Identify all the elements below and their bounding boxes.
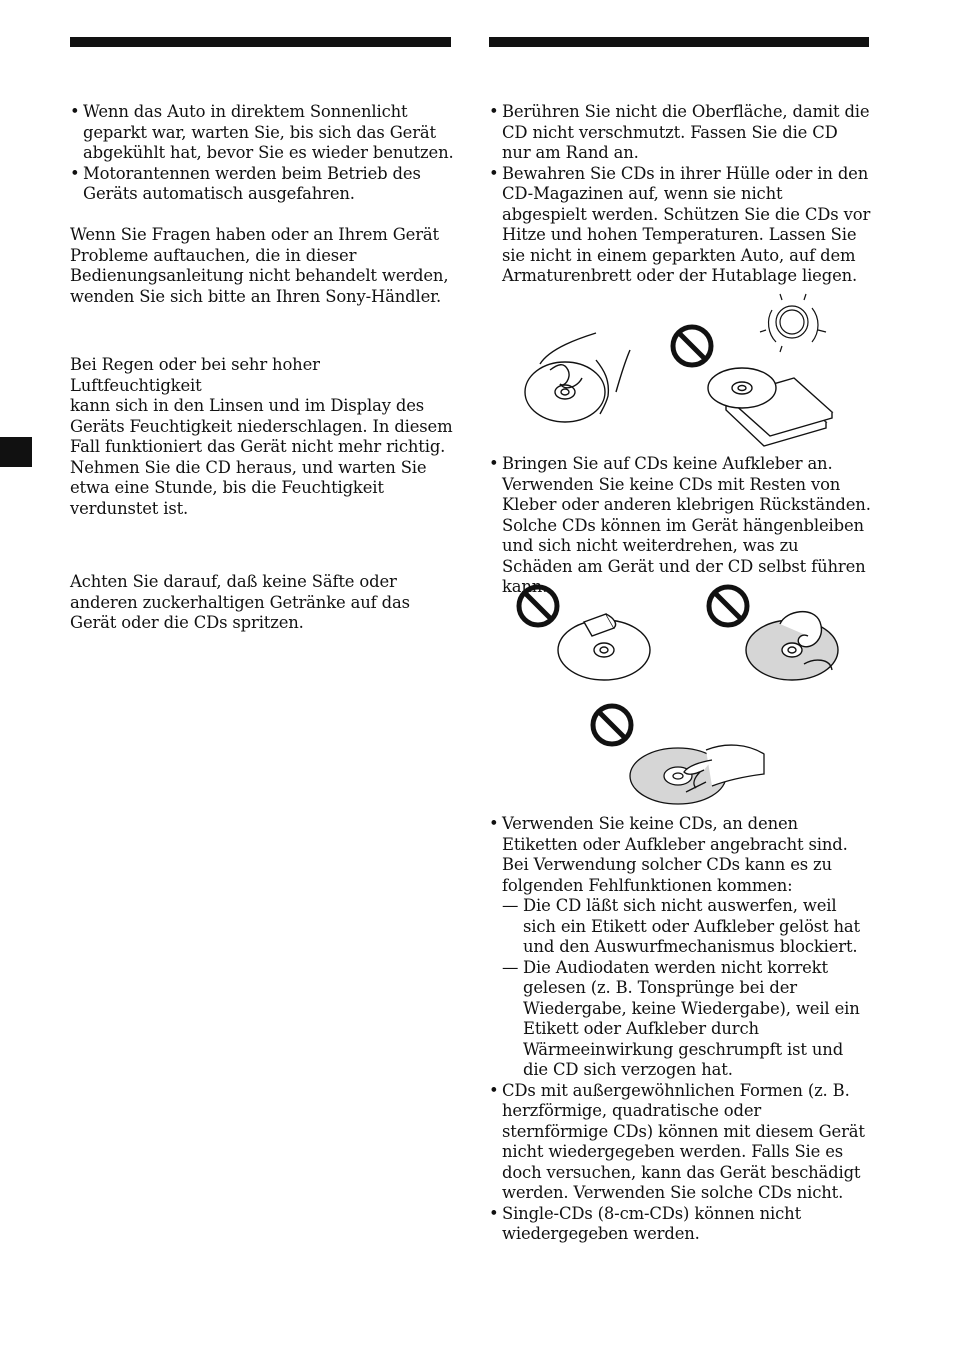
handling-bullets-block <box>489 102 871 287</box>
list-item: — Die Audiodaten werden nicht korrekt gelesen (z. B. Tonsprünge bei der Wiedergabe, keine Wiedergabe), weil ein Etikett oder Aufkleber durch Wärmeeinwirkung geschrumpft ist und die CD sich verzogen hat. <box>502 958 871 1081</box>
questions-paragraph: Wenn Sie Fragen haben oder an Ihrem Gerät Probleme auftauchen, die in dieser Bedienungsanleitung nicht behandelt werden, wenden Sie sich bitte an Ihren Sony-Händler. <box>70 225 449 306</box>
prohibition-icon <box>673 327 711 365</box>
prohibition-icon <box>709 587 747 625</box>
list-item: • CDs mit außergewöhnlichen Formen (z. B. herzförmige, quadratische oder sternförmige CDs) können mit diesem Gerät nicht wiedergegeben werden. Falls Sie es doch versuchen, kann das Gerät beschädigt werden. Verwenden Sie solche CDs nicht. <box>489 1081 871 1204</box>
label-bullets-block <box>489 814 871 1245</box>
cd-with-hand-icon <box>630 745 764 804</box>
right-header-rule <box>489 37 869 47</box>
prohibition-icon <box>593 706 631 744</box>
cd-fingerprint-illustration <box>588 700 778 810</box>
intro-bullets-block <box>70 102 455 205</box>
list-item: • Single-CDs (8-cm-CDs) können nicht wiedergegeben werden. <box>489 1204 871 1245</box>
list-item: • Bringen Sie auf CDs keine Aufkleber an. Verwenden Sie keine CDs mit Resten von Kleber oder anderen klebrigen Rückständen. Solche CDs können im Gerät hängenbleiben und sich nicht weiterdrehen, was zu Schäden am Gerät und der CD selbst führen kann. <box>489 454 871 598</box>
section-tab-marker <box>0 437 32 467</box>
sun-heat-icon <box>760 294 826 352</box>
label-warning-text: Verwenden Sie keine CDs, an denen Etiketten oder Aufkleber angebracht sind. Bei Verwendung solcher CDs kann es zu folgenden Fehlfunktionen kommen: <box>502 814 848 895</box>
cd-handling-illustration <box>520 300 840 450</box>
left-header-rule <box>70 37 451 47</box>
cd-held-by-edge-icon <box>525 333 630 422</box>
list-item: • Motorantennen werden beim Betrieb des Geräts automatisch ausgefahren. <box>70 164 455 205</box>
cd-sticker-illustration <box>514 584 854 694</box>
sticker-bullet-list <box>489 454 871 598</box>
prohibition-icon <box>519 587 557 625</box>
label-problem-list <box>502 896 871 1081</box>
handling-bullet-list <box>489 102 871 287</box>
intro-bullet-list <box>70 102 455 205</box>
list-item: • Bewahren Sie CDs in ihrer Hülle oder in den CD-Magazinen auf, wenn sie nicht abgespielt werden. Schützen Sie die CDs vor Hitze und hohen Temperaturen. Lassen Sie sie nicht in einem geparkten Auto, auf dem Armaturenbrett oder der Hutablage liegen. <box>489 164 871 287</box>
cd-with-sticker-icon <box>558 614 650 680</box>
list-item: • Wenn das Auto in direktem Sonnenlicht geparkt war, warten Sie, bis sich das Gerät abgekühlt hat, bevor Sie es wieder benutzen. <box>70 102 455 164</box>
list-item <box>489 814 871 1081</box>
cd-with-glue-residue-icon <box>746 612 838 680</box>
condensation-paragraph: Bei Regen oder bei sehr hoher Luftfeuchtigkeit kann sich in den Linsen und im Display des Geräts Feuchtigkeit niederschlagen. In diesem Fall funktioniert das Gerät nicht mehr richtig. Nehmen Sie die CD heraus, und warten Sie etwa eine Stunde, bis die Feuchtigkeit verdunstet ist. <box>70 355 453 518</box>
label-bullet-list <box>489 814 871 1245</box>
list-item: — Die CD läßt sich nicht auswerfen, weil sich ein Etikett oder Aufkleber gelöst hat und den Auswurfmechanismus blockiert. <box>502 896 871 958</box>
list-item: • Berühren Sie nicht die Oberfläche, damit die CD nicht verschmutzt. Fassen Sie die CD nur am Rand an. <box>489 102 871 164</box>
liquids-paragraph: Achten Sie darauf, daß keine Säfte oder anderen zuckerhaltigen Getränke auf das Gerät oder die CDs spritzen. <box>70 572 410 632</box>
cd-case-stack-icon <box>708 368 832 446</box>
sticker-bullet-block <box>489 454 871 598</box>
